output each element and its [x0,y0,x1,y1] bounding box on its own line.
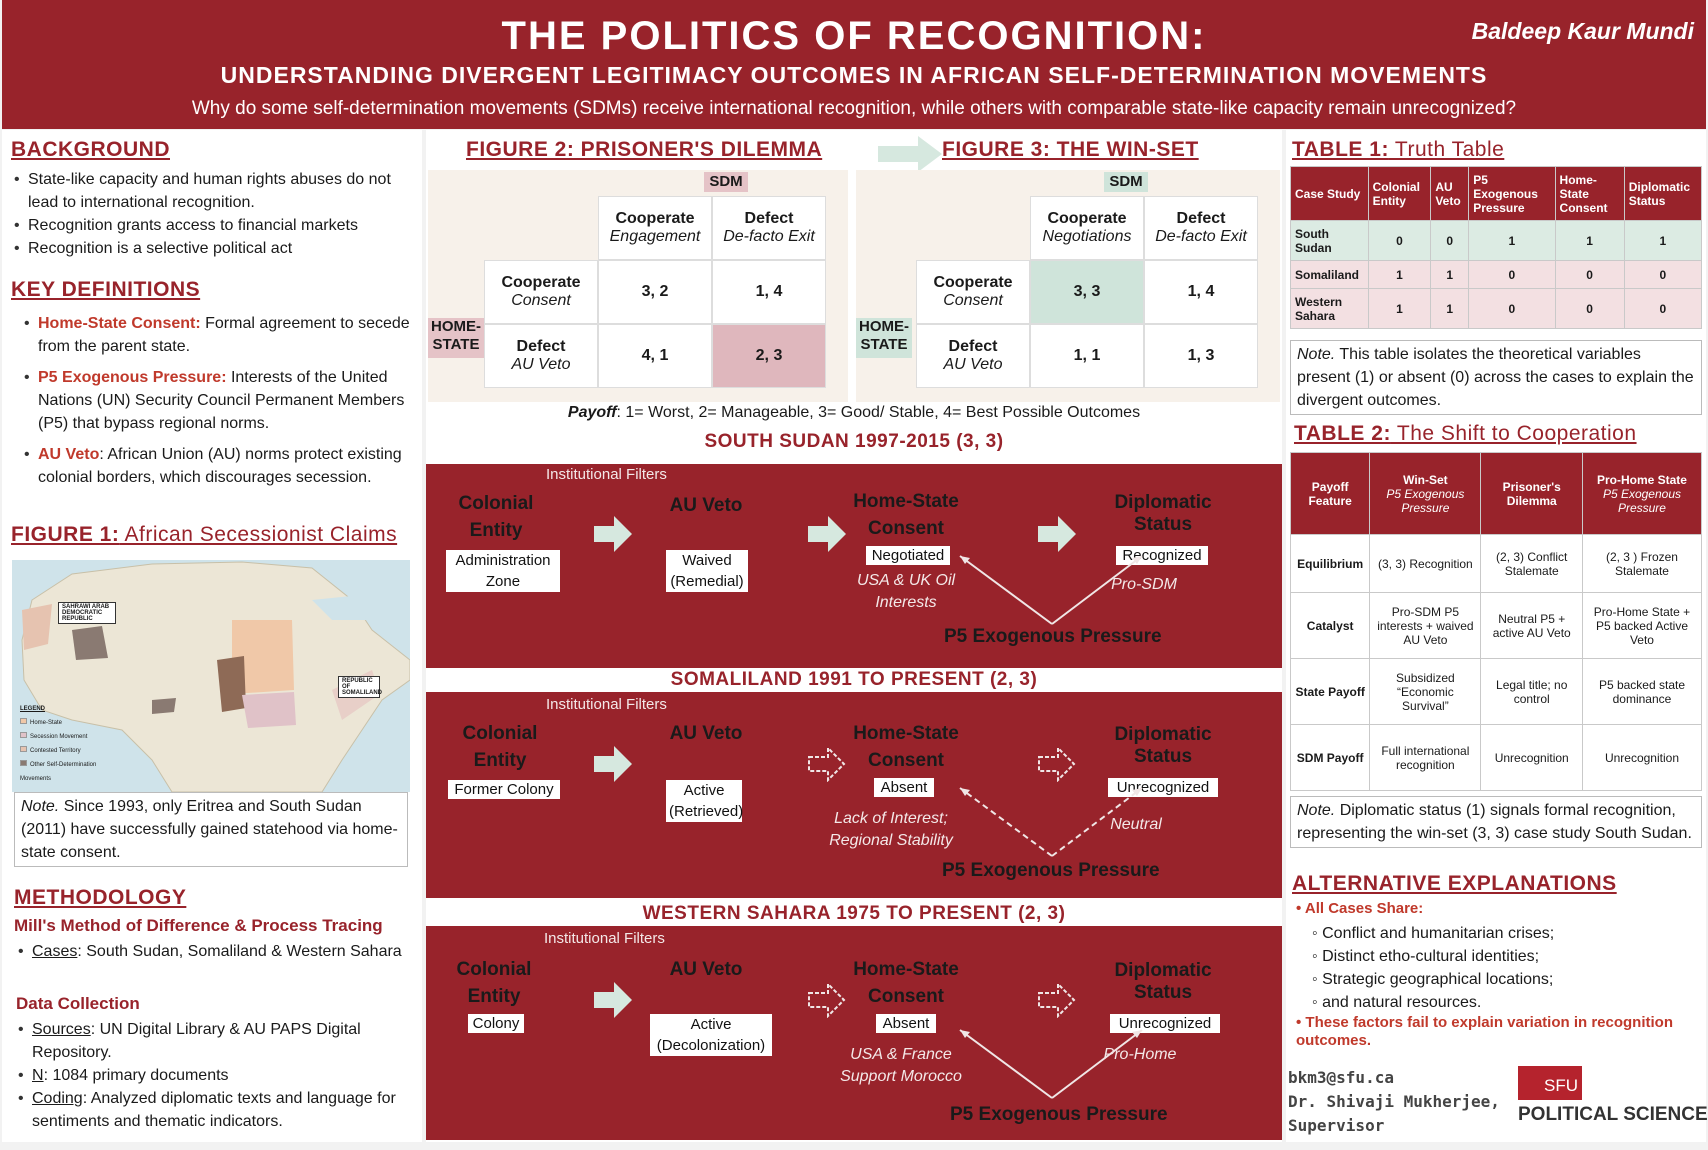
legend-label: Secession Movement [30,734,88,740]
flow-tag: Recognized [1116,546,1208,565]
note-label: Note. [1297,346,1336,363]
col-header-cooperate [1030,196,1144,260]
table-cell: Legal title; no control [1481,659,1582,725]
item-label: Cases [32,943,78,960]
center-column [426,130,1282,1142]
pressure-arrows-dashed [956,780,1146,860]
col-title: Cooperate [1047,210,1127,227]
note-text: Diplomatic status (1) signals formal recognition, representing the win-set (3, 3) case study South Sudan. [1297,802,1692,842]
table-row [1291,659,1702,725]
note-label: Note. [1297,802,1336,819]
alternatives-list [1312,922,1554,1014]
payoff-cell: 1, 3 [1144,324,1258,388]
table-cell: Catalyst [1291,593,1370,659]
table-row [1291,535,1702,593]
right-column [1286,130,1706,1142]
table2-note [1290,796,1702,848]
legend-swatch [20,718,27,724]
table-cell: 1 [1624,221,1701,261]
legend-label: Home-State [30,720,63,726]
list-item [8,1018,418,1064]
list-item [8,1087,418,1133]
list-item: ◦ and natural resources. [1312,994,1482,1011]
flow-au-veto: AU Veto [669,723,743,744]
arrow-right-icon [878,136,944,172]
col-subtitle: Negotiations [1042,228,1132,245]
definition-item [14,443,418,489]
list-item-text: and natural resources. [1322,994,1482,1011]
flow-tag: Active (Decolonization) [650,1014,772,1056]
contact-email: bkm3@sfu.ca [1288,1068,1394,1087]
table-cell: 0 [1368,221,1431,261]
table-header [1582,453,1701,535]
table-row [1291,261,1702,289]
definition-term: AU Veto [38,446,100,463]
flow-colonial-entity: Colonial Entity [462,723,538,771]
list-item: ◦ Strategic geographical locations; [1312,971,1554,988]
table-cell: State Payoff [1291,659,1370,725]
header-subtitle: P5 Exogenous Pressure [1386,486,1465,515]
alternatives-lead-text: All Cases Share: [1304,900,1424,917]
col-subtitle: De-facto Exit [723,228,815,245]
data-collection-list [8,1018,418,1133]
col-title: Cooperate [615,210,695,227]
flow-colonial-entity: Colonial Entity [458,493,534,541]
table-header: Prisoner's Dilemma [1481,453,1582,535]
flow-tag: Unrecognized [1110,1014,1220,1033]
arrow-solid-icon [594,516,632,552]
row-header-cooperate [484,260,598,324]
payoff-cell: 1, 4 [712,260,826,324]
map-label-somaliland: REPUBLIC OF SOMALILAND [338,676,380,698]
figure1-note [14,792,408,867]
table-header: Colonial Entity [1368,167,1431,221]
figure3-matrix [856,170,1280,402]
payoff-legend [426,404,1282,422]
table1-note [1290,340,1702,415]
definition-item [14,366,418,435]
table-header: Case Study [1291,167,1369,221]
table-header: Payoff Feature [1291,453,1370,535]
sfu-logo [1518,1066,1708,1128]
list-item: • State-like capacity and human rights abuses do not lead to international recognition. [4,168,414,214]
table-header [1370,453,1481,535]
supervisor-role: Supervisor [1288,1116,1385,1135]
flow-diplomatic-status: Diplomatic Status [1114,960,1212,1003]
table-cell: Unrecognition [1582,725,1701,791]
table-cell: 1 [1368,289,1431,329]
col-title: Defect [1176,210,1226,227]
flow-pressure-detail: USA & UK Oil Interests [856,572,956,611]
africa-map [12,560,410,792]
table-header: P5 Exogenous Pressure [1469,167,1555,221]
author-name: Baldeep Kaur Mundi [1471,18,1694,44]
arrow-solid-icon [594,746,632,782]
payoff-cell-equilibrium: 3, 3 [1030,260,1144,324]
figure2-matrix [428,170,848,402]
table-cell: Pro-Home State + P5 backed Active Veto [1582,593,1701,659]
cases-list [8,940,418,963]
item-text: : UN Digital Library & AU PAPS Digital Repository. [32,1021,361,1061]
table1-label: TABLE 1: [1292,138,1389,161]
table-cell: 0 [1624,289,1701,329]
list-item [8,940,418,963]
arrow-solid-icon [1038,516,1076,552]
figure1-heading [11,523,397,547]
table-cell: Somaliland [1291,261,1369,289]
table-cell: 0 [1555,289,1624,329]
flow-pressure-direction: Neutral [1110,816,1162,833]
table2-label: TABLE 2: [1294,422,1391,445]
definition-text: : African Union (AU) norms protect existing colonial borders, which discourages secession. [38,446,402,486]
arrow-solid-icon [594,982,632,1018]
map-legend-title: LEGEND [20,706,46,712]
p5-pressure-label: P5 Exogenous Pressure [942,860,1160,881]
background-list [4,168,414,260]
arrow-outline-icon [808,746,846,782]
legend-swatch [20,746,27,752]
flow-tag: Active (Retrieved) [666,780,742,822]
flow-tag: Negotiated [866,546,950,565]
table-cell: 1 [1431,261,1469,289]
row-title: Defect [516,338,566,355]
case-title: SOMALILAND 1991 TO PRESENT (2, 3) [426,668,1282,692]
item-label: N [32,1067,44,1084]
pressure-arrows [956,1022,1146,1102]
note-text: Since 1993, only Eritrea and South Sudan (2011) have successfully gained statehood via home-state consent. [21,798,398,861]
map-label-sahrawi: SAHRAWI ARAB DEMOCRATIC REPUBLIC [58,602,116,624]
row-title: Defect [948,338,998,355]
arrow-outline-icon [1038,982,1076,1018]
item-text: : South Sudan, Somaliland & Western Sahara [77,943,402,960]
arrow-outline-icon [1038,746,1076,782]
list-item: • Recognition is a selective political act [4,237,414,260]
table-row [1291,725,1702,791]
figure2-title: FIGURE 2: PRISONER'S DILEMMA [466,138,823,161]
case-title: SOUTH SUDAN 1997-2015 (3, 3) [426,430,1282,454]
flow-tag: Former Colony [448,780,560,799]
arrow-solid-icon [808,516,846,552]
table-cell: Full international recognition [1370,725,1481,791]
left-column [2,130,422,1142]
case-flow-somaliland [426,694,1282,898]
flow-home-state-consent: Home-State Consent [853,491,959,539]
table1-heading [1292,138,1504,162]
truth-table [1290,166,1702,329]
legend-item [20,730,110,744]
flow-au-veto: AU Veto [669,495,743,516]
col-title: Defect [744,210,794,227]
table-header: Diplomatic Status [1624,167,1701,221]
flow-diplomatic-status: Diplomatic Status [1114,724,1212,767]
flow-tag: Absent [874,778,934,797]
list-item-text: Strategic geographical locations; [1322,971,1554,988]
definition-term: Home-State Consent: [38,315,201,332]
payoff-cell: 1, 4 [1144,260,1258,324]
table-cell: Pro-SDM P5 interests + waived AU Veto [1370,593,1481,659]
table-cell: 0 [1624,261,1701,289]
figure3-title: FIGURE 3: THE WIN-SET [942,138,1199,161]
filters-label: Institutional Filters [546,466,667,483]
flow-pressure-direction: Pro-Home [1103,1046,1177,1063]
table-cell: 0 [1555,261,1624,289]
case-flow-south-sudan [426,464,1282,664]
sdm-label: SDM [1104,172,1148,192]
contact-block [1288,1066,1500,1138]
list-item-text: Conflict and humanitarian crises; [1322,925,1555,942]
row-title: Cooperate [501,274,581,291]
figure1-title: African Secessionist Claims [119,523,398,546]
table-row [1291,221,1702,261]
filters-label: Institutional Filters [544,930,665,947]
list-item: • Recognition grants access to financial markets [4,214,414,237]
poster-title: THE POLITICS OF RECOGNITION: [501,14,1207,58]
flow-diplomatic-status: Diplomatic Status [1114,492,1212,535]
col-header-defect [712,196,826,260]
legend-swatch [20,732,27,738]
legend-item [20,758,110,786]
definition-text: Interests of the United Nations (UN) Security Council Permanent Members (P5) that bypass regional norms. [38,369,405,432]
table-cell: Subsidized “Economic Survival” [1370,659,1481,725]
definition-text: Formal agreement to secede from the parent state. [38,315,410,355]
flow-tag: Waived (Remedial) [666,550,748,592]
table-cell: 1 [1431,289,1469,329]
table-cell: 0 [1469,289,1555,329]
alternatives-lead: • All Cases Share: [1296,900,1424,917]
payoff-cell: 4, 1 [598,324,712,388]
item-label: Sources [32,1021,91,1038]
list-item [8,1064,418,1087]
background-heading: BACKGROUND [11,138,170,161]
methodology-heading: METHODOLOGY [14,886,187,909]
research-question: Why do some self-determination movements (SDMs) receive international recognition, while others with comparable state-like capacity remain unrecognized? [191,98,1517,119]
flow-colonial-entity: Colonial Entity [456,959,532,1007]
table-header: Home-State Consent [1555,167,1624,221]
item-text: : Analyzed diplomatic texts and language for sentiments and thematic indicators. [32,1090,396,1130]
table-cell: SDM Payoff [1291,725,1370,791]
table-cell: (3, 3) Recognition [1370,535,1481,593]
legend-item [20,716,110,730]
flow-tag: Absent [876,1014,936,1033]
arrow-outline-icon [808,982,846,1018]
table-cell: South Sudan [1291,221,1369,261]
row-header-defect [916,324,1030,388]
payoff-cell: 1, 1 [1030,324,1144,388]
sdm-label: SDM [704,172,748,192]
table2-title: The Shift to Cooperation [1390,422,1637,445]
definition-term: P5 Exogenous Pressure: [38,369,227,386]
methodology-sub2: Data Collection [16,994,140,1013]
item-text: : 1084 primary documents [43,1067,229,1084]
row-title: Cooperate [933,274,1013,291]
home-state-label: HOME- STATE [856,318,912,358]
table-cell: (2, 3 ) Frozen Stalemate [1582,535,1701,593]
table-cell: P5 backed state dominance [1582,659,1701,725]
alternatives-heading: ALTERNATIVE EXPLANATIONS [1292,872,1617,895]
flow-tag: Administration Zone [446,550,560,592]
legend-label: Other Self-Determination Movements [20,762,97,782]
p5-pressure-label: P5 Exogenous Pressure [944,626,1162,647]
definitions-list [14,312,418,489]
table-cell: Unrecognition [1481,725,1582,791]
table-cell: 0 [1431,221,1469,261]
definition-item [14,312,418,358]
payoff-label: Payoff [567,404,617,421]
note-label: Note. [21,798,60,815]
table-row [1291,289,1702,329]
supervisor-name: Dr. Shivaji Mukherjee, [1288,1092,1500,1111]
table-header: AU Veto [1431,167,1469,221]
table2-heading [1294,422,1637,446]
table-cell: 1 [1555,221,1624,261]
home-state-label: HOME- STATE [428,318,484,358]
poster-header [2,0,1706,129]
col-subtitle: Engagement [609,228,701,245]
poster-subtitle: UNDERSTANDING DIVERGENT LEGITIMACY OUTCOMES IN AFRICAN SELF-DETERMINATION MOVEMENTS [220,62,1488,88]
case-title: WESTERN SAHARA 1975 TO PRESENT (2, 3) [426,902,1282,926]
flow-tag: Colony [468,1014,524,1033]
alternatives-conclusion: • These factors fail to explain variation in recognition outcomes. [1296,1014,1673,1049]
table-cell: Western Sahara [1291,289,1369,329]
flow-tag: Unrecognized [1108,778,1218,797]
row-subtitle: Consent [511,292,571,309]
figure1-label: FIGURE 1: [11,523,120,546]
payoff-text: : 1= Worst, 2= Manageable, 3= Good/ Stable, 4= Best Possible Outcomes [616,404,1141,421]
legend-swatch [20,760,27,766]
table-cell: 1 [1469,221,1555,261]
header-title: Win-Set [1403,472,1448,487]
pressure-arrows [956,548,1146,628]
list-item: ◦ Distinct etho-cultural identities; [1312,948,1540,965]
flow-pressure-direction: Pro-SDM [1111,576,1177,593]
table-cell: Neutral P5 + active AU Veto [1481,593,1582,659]
flow-au-veto: AU Veto [669,959,743,980]
methodology-sub1: Mill's Method of Difference & Process Tracing [14,916,383,935]
flow-home-state-consent: Home-State Consent [853,723,959,771]
row-subtitle: AU Veto [511,356,571,373]
p5-pressure-label: P5 Exogenous Pressure [950,1104,1168,1125]
table1-title: Truth Table [1388,138,1505,161]
col-header-cooperate [598,196,712,260]
flow-home-state-consent: Home-State Consent [853,959,959,1007]
table-cell: 0 [1469,261,1555,289]
header-subtitle: P5 Exogenous Pressure [1602,486,1681,515]
col-subtitle: De-facto Exit [1155,228,1247,245]
payoff-cell-equilibrium: 2, 3 [712,324,826,388]
list-item-text: Distinct etho-cultural identities; [1322,948,1540,965]
flow-pressure-detail: Lack of Interest; Regional Stability [829,810,953,849]
filters-label: Institutional Filters [546,696,667,713]
row-subtitle: Consent [943,292,1003,309]
logo-text: POLITICAL SCIENCE [1518,1104,1708,1125]
payoff-cell: 3, 2 [598,260,712,324]
flow-pressure-detail: USA & France Support Morocco [840,1046,962,1085]
col-header-defect [1144,196,1258,260]
header-title: Pro-Home State [1596,472,1687,487]
definitions-heading: KEY DEFINITIONS [11,278,201,301]
legend-item [20,744,110,758]
table-row [1291,593,1702,659]
row-header-defect [484,324,598,388]
table-cell: 1 [1368,261,1431,289]
alternatives-conclusion-text: These factors fail to explain variation in recognition outcomes. [1296,1014,1673,1049]
row-subtitle: AU Veto [943,356,1003,373]
shift-table [1290,452,1702,791]
case-flow-western-sahara [426,926,1282,1140]
legend-label: Contested Territory [30,748,81,754]
item-label: Coding [32,1090,83,1107]
logo-mark: SFU [1518,1066,1582,1100]
table-cell: (2, 3) Conflict Stalemate [1481,535,1582,593]
list-item: ◦ Conflict and humanitarian crises; [1312,925,1555,942]
row-header-cooperate [916,260,1030,324]
map-legend [20,702,110,786]
note-text: This table isolates the theoretical variables present (1) or absent (0) across the cases to explain the divergent outcomes. [1297,346,1694,409]
table-cell: Equilibrium [1291,535,1370,593]
